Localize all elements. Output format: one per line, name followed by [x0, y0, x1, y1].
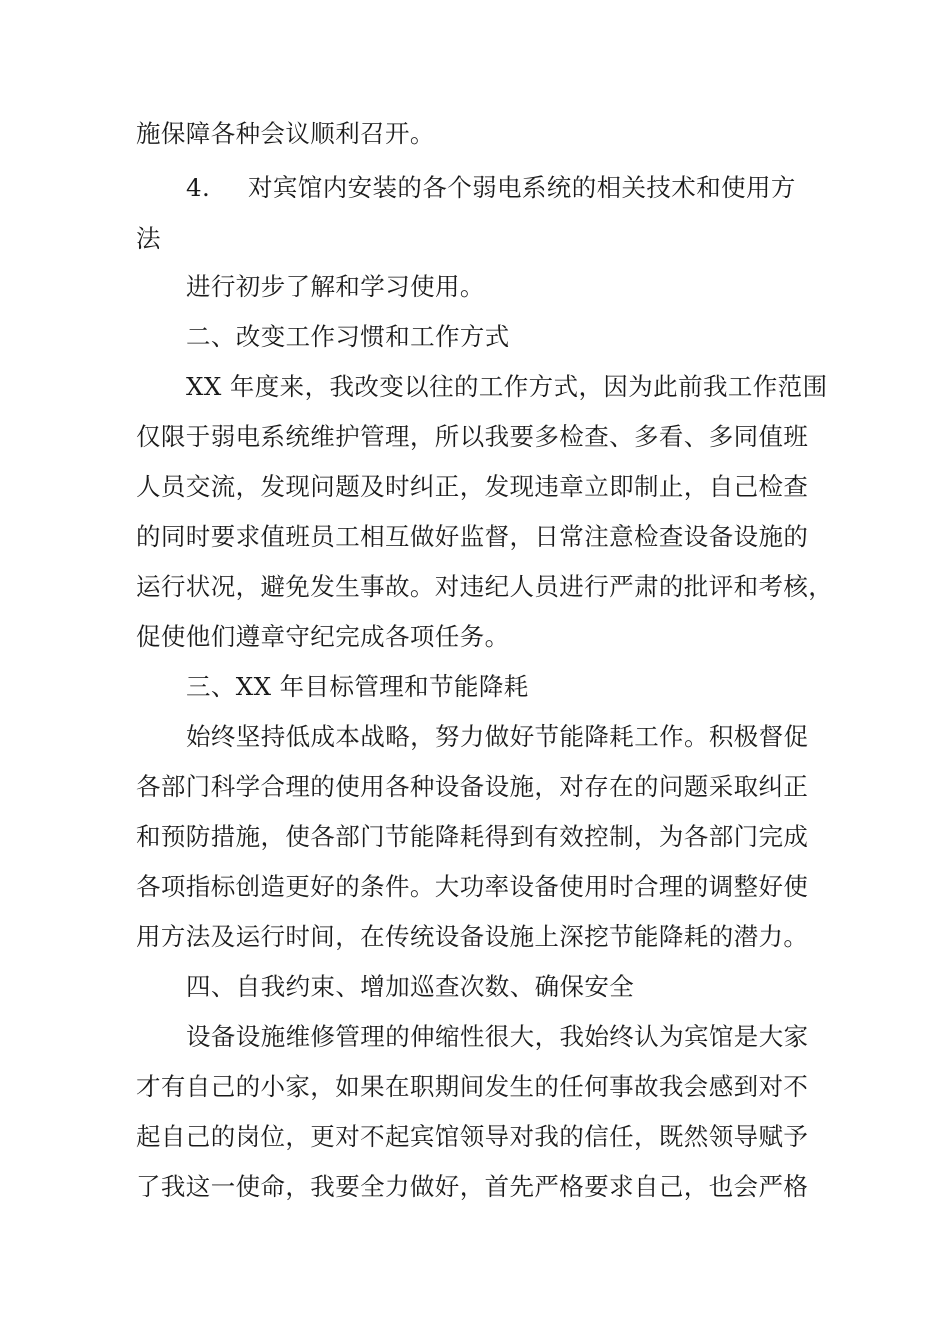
text-line: 设备设施维修管理的伸缩性很大，我始终认为宾馆是大家	[186, 1022, 809, 1051]
text-line: 才有自己的小家，如果在职期间发生的任何事故我会感到对不	[136, 1072, 809, 1101]
item-text: 对宾馆内安装的各个弱电系统的相关技术和使用方	[248, 173, 796, 202]
section-heading: 二、改变工作习惯和工作方式	[186, 322, 510, 351]
text-line: 仅限于弱电系统维护管理，所以我要多检查、多看、多同值班	[136, 422, 809, 451]
text-line: 各部门科学合理的使用各种设备设施，对存在的问题采取纠正	[136, 772, 809, 801]
text-line: 运行状况，避免发生事故。对违纪人员进行严肃的批评和考核，	[136, 572, 834, 601]
text-line: 用方法及运行时间，在传统设备设施上深挖节能降耗的潜力。	[136, 922, 809, 951]
text-line: 法	[136, 224, 161, 253]
text-line: 各项指标创造更好的条件。大功率设备使用时合理的调整好使	[136, 872, 809, 901]
text-line: 了我这一使命，我要全力做好，首先严格要求自己，也会严格	[136, 1172, 809, 1201]
text-line: 人员交流，发现问题及时纠正，发现违章立即制止，自己检查	[136, 472, 809, 501]
text-line: 的同时要求值班员工相互做好监督，日常注意检查设备设施的	[136, 522, 809, 551]
item-number: 4.	[186, 173, 211, 202]
section-heading: 三、XX 年目标管理和节能降耗	[186, 672, 529, 701]
text-line: 起自己的岗位，更对不起宾馆领导对我的信任，既然领导赋予	[136, 1122, 809, 1151]
text-line: 和预防措施，使各部门节能降耗得到有效控制，为各部门完成	[136, 822, 809, 851]
text-line: 进行初步了解和学习使用。	[186, 272, 485, 301]
text-line: 始终坚持低成本战略，努力做好节能降耗工作。积极督促	[186, 722, 809, 751]
text-line: XX 年度来，我改变以往的工作方式，因为此前我工作范围	[186, 372, 828, 401]
text-line: 施保障各种会议顺利召开。	[136, 119, 435, 148]
text-line: 促使他们遵章守纪完成各项任务。	[136, 622, 510, 651]
section-heading: 四、自我约束、增加巡查次数、确保安全	[186, 972, 635, 1001]
numbered-item	[186, 171, 836, 205]
